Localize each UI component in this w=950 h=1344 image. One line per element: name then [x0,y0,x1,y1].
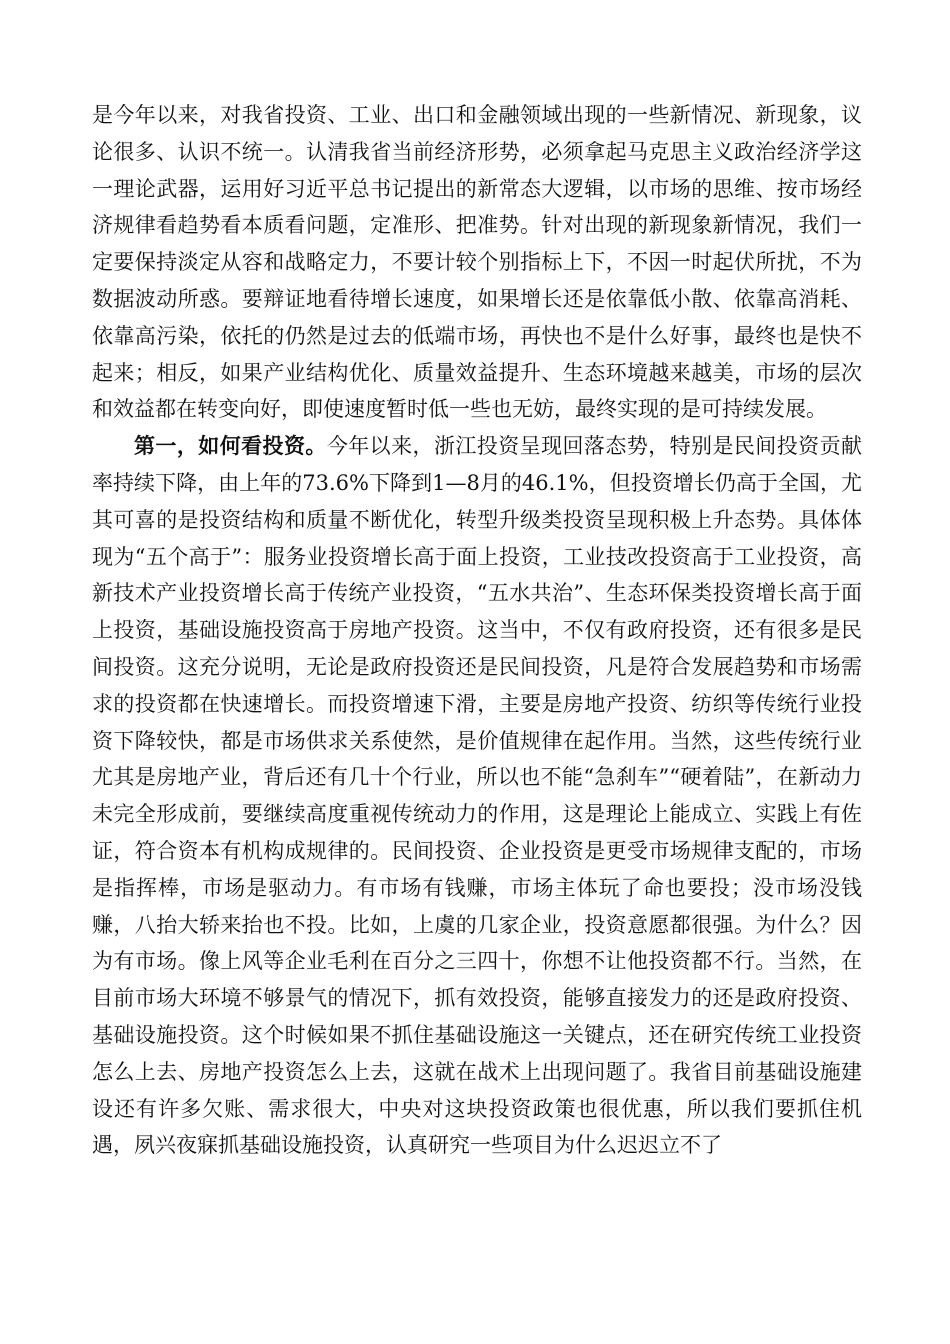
paragraph-intro: 是今年以来，对我省投资、工业、出口和金融领域出现的一些新情况、新现象，议论很多、认识不统一。认清我省当前经济形势，必须拿起马克思主义政治经济学这一理论武器，运用好习近平总书记提出的新常态大逻辑，以市场的思维、按市场经济规律看趋势看本质看问题，定准形、把准势。针对出现的新现象新情况，我们一定要保持淡定从容和战略定力，不要计较个别指标上下，不因一时起伏所扰，不为数据波动所惑。要辩证地看待增长速度，如果增长还是依靠低小散、依靠高消耗、依靠高污染，依托的仍然是过去的低端市场，再快也不是什么好事，最终也是快不起来；相反，如果产业结构优化、质量效益提升、生态环境越来越美，市场的层次和效益都在转变向好，即使速度暂时低一些也无妨，最终实现的是可持续发展。 [92,103,862,422]
paragraph-investment-body: 今年以来，浙江投资呈现回落态势，特别是民间投资贡献率持续下降，由上年的73.6%下降到1—8月的46.1%，但投资增长仍高于全国，尤其可喜的是投资结构和质量不断优化，转型升级类投资呈现积极上升态势。具体体现为“五个高于”：服务业投资增长高于面上投资，工业技改投资高于工业投资，高新技术产业投资增长高于传统产业投资，“五水共治”、生态环保类投资增长高于面上投资，基础设施投资高于房地产投资。这当中，不仅有政府投资，还有很多是民间投资。这充分说明，无论是政府投资还是民间投资，凡是符合发展趋势和市场需求的投资都在快速增长。而投资增速下滑，主要是房地产投资、纺织等传统行业投资下降较快，都是市场供求关系使然，是价值规律在起作用。当然，这些传统行业尤其是房地产业，背后还有几十个行业，所以也不能“急刹车”“硬着陆”，在新动力未完全形成前，要继续高度重视传统动力的作用，这是理论上能成立、实践上有佐证，符合资本有机构成规律的。民间投资、企业投资是更受市场规律支配的，市场是指挥棒，市场是驱动力。有市场有钱赚，市场主体玩了命也要投；没市场没钱赚，八抬大轿来抬也不投。比如，上虞的几家企业，投资意愿都很强。为什么？因为有市场。像上风等企业毛利在百分之三四十，你想不让他投资都不行。当然，在目前市场大环境不够景气的情况下，抓有效投资，能够直接发力的还是政府投资、基础设施投资。这个时候如果不抓住基础设施这一关键点，还在研究传统工业投资怎么上去、房地产投资怎么上去，这就在战术上出现问题了。我省目前基础设施建设还有许多欠账、需求很大，中央对这块投资政策也很优惠，所以我们要抓住机遇，夙兴夜寐抓基础设施投资，认真研究一些项目为什么迟迟立不了 [92,434,863,1158]
document-page [92,97,862,1164]
section-heading-investment: 第一，如何看投资。 [134,433,327,459]
paragraph-investment [92,428,862,1164]
